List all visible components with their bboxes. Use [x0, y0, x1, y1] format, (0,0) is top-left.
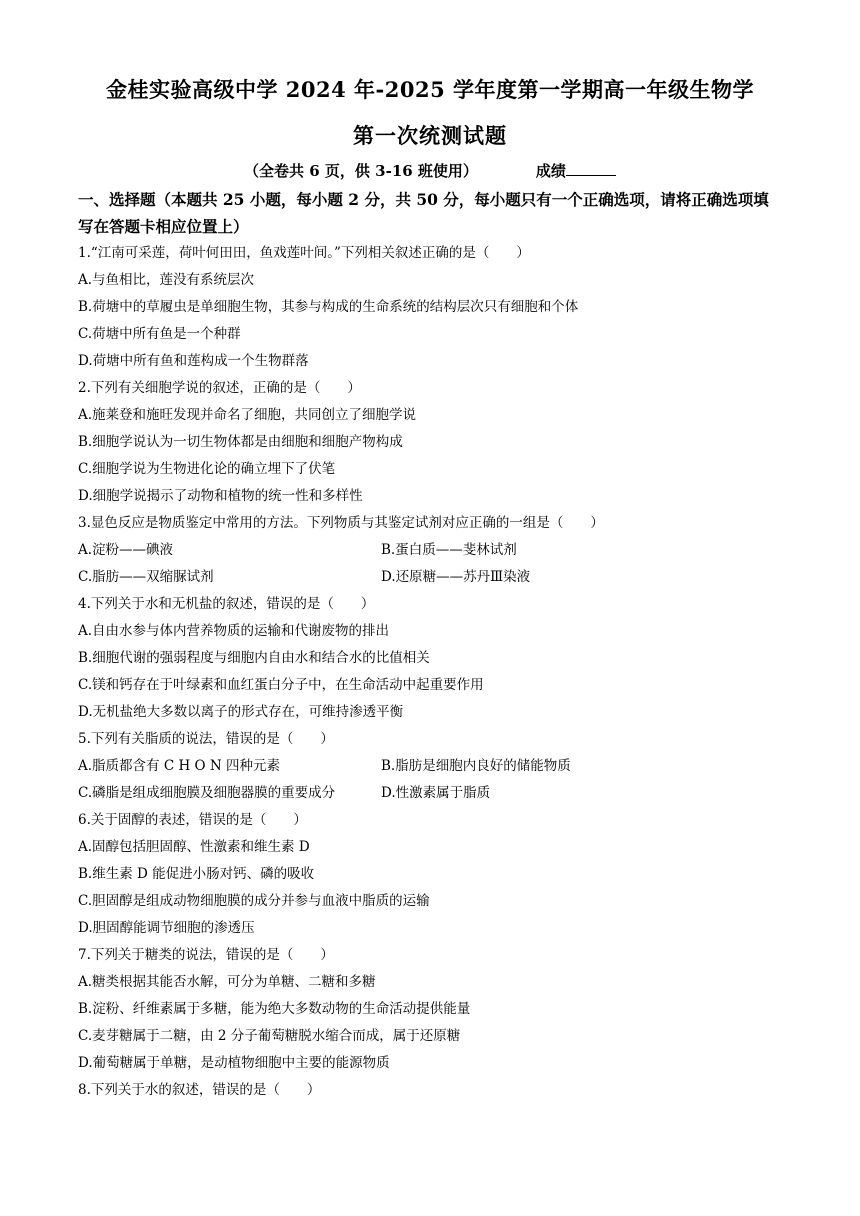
option-b: B.蛋白质——斐林试剂 [381, 542, 517, 558]
score-blank [566, 161, 616, 176]
score-label: 成绩 [535, 162, 566, 180]
option-a: A.施莱登和施旺发现并命名了细胞，共同创立了细胞学说 [78, 407, 417, 423]
question-list [78, 240, 798, 1104]
option-d: D.胆固醇能调节细胞的渗透压 [78, 920, 255, 936]
option-c: C.胆固醇是组成动物细胞膜的成分并参与血液中脂质的运输 [78, 893, 430, 909]
option-row [78, 753, 798, 780]
option-b: B.细胞学说认为一切生物体都是由细胞和细胞产物构成 [78, 434, 403, 450]
option-row [78, 780, 798, 807]
option-a: A.与鱼相比，莲没有系统层次 [78, 272, 255, 288]
option-d: D.荷塘中所有鱼和莲构成一个生物群落 [78, 353, 309, 369]
question-stem: 5.下列有关脂质的说法，错误的是（ ） [78, 731, 334, 747]
question-stem: 4.下列关于水和无机盐的叙述，错误的是（ ） [78, 596, 375, 612]
option-d: D.性激素属于脂质 [381, 785, 491, 801]
option-b: B.荷塘中的草履虫是单细胞生物，其参与构成的生命系统的结构层次只有细胞和个体 [78, 299, 579, 315]
exam-subtitle-row [0, 160, 860, 181]
question-stem: 6.关于固醇的表述，错误的是（ ） [78, 812, 307, 828]
option-row [78, 564, 798, 591]
question-stem: 8.下列关于水的叙述，错误的是（ ） [78, 1082, 321, 1098]
question-stem: 2.下列有关细胞学说的叙述，正确的是（ ） [78, 380, 361, 396]
option-a: A.自由水参与体内营养物质的运输和代谢废物的排出 [78, 623, 390, 639]
option-c: C.镁和钙存在于叶绿素和血红蛋白分子中，在生命活动中起重要作用 [78, 677, 484, 693]
option-row [78, 537, 798, 564]
page-info: （全卷共 6 页，供 3-16 班使用） [244, 162, 478, 180]
option-d: D.葡萄糖属于单糖，是动植物细胞中主要的能源物质 [78, 1055, 390, 1071]
option-d: D.细胞学说揭示了动物和植物的统一性和多样性 [78, 488, 363, 504]
exam-title-line1: 金桂实验高级中学 2024 年-2025 学年度第一学期高一年级生物学 [105, 77, 755, 102]
section-heading: 一、选择题（本题共 25 小题，每小题 2 分，共 50 分，每小题只有一个正确选项，请将正确选项填写在答题卡相应位置上） [78, 190, 769, 236]
option-a: A.糖类根据其能否水解，可分为单糖、二糖和多糖 [78, 974, 376, 990]
option-d: D.无机盐绝大多数以离子的形式存在，可维持渗透平衡 [78, 704, 404, 720]
option-c: C.麦芽糖属于二糖，由 2 分子葡萄糖脱水缩合而成，属于还原糖 [78, 1028, 461, 1044]
option-c: C.脂肪——双缩脲试剂 [78, 569, 214, 585]
option-a: A.固醇包括胆固醇、性激素和维生素 D [78, 839, 310, 855]
option-b: B.淀粉、纤维素属于多糖，能为绝大多数动物的生命活动提供能量 [78, 1001, 471, 1017]
option-c: C.细胞学说为生物进化论的确立埋下了伏笔 [78, 461, 336, 477]
option-c: C.荷塘中所有鱼是一个种群 [78, 326, 241, 342]
option-d: D.还原糖——苏丹Ⅲ染液 [381, 569, 531, 585]
option-b: B.脂肪是细胞内良好的储能物质 [381, 758, 571, 774]
exam-title-line2: 第一次统测试题 [353, 123, 507, 148]
question-stem: 7.下列关于糖类的说法，错误的是（ ） [78, 947, 334, 963]
question-stem: 3.显色反应是物质鉴定中常用的方法。下列物质与其鉴定试剂对应正确的一组是（ ） [78, 515, 604, 531]
option-a: A.淀粉——碘液 [78, 542, 174, 558]
option-c: C.磷脂是组成细胞膜及细胞器膜的重要成分 [78, 785, 336, 801]
option-b: B.维生素 D 能促进小肠对钙、磷的吸收 [78, 866, 315, 882]
option-a: A.脂质都含有 C H O N 四种元素 [78, 758, 280, 774]
question-stem: 1.“江南可采莲，荷叶何田田，鱼戏莲叶间。”下列相关叙述正确的是（ ） [78, 245, 530, 261]
option-b: B.细胞代谢的强弱程度与细胞内自由水和结合水的比值相关 [78, 650, 430, 666]
